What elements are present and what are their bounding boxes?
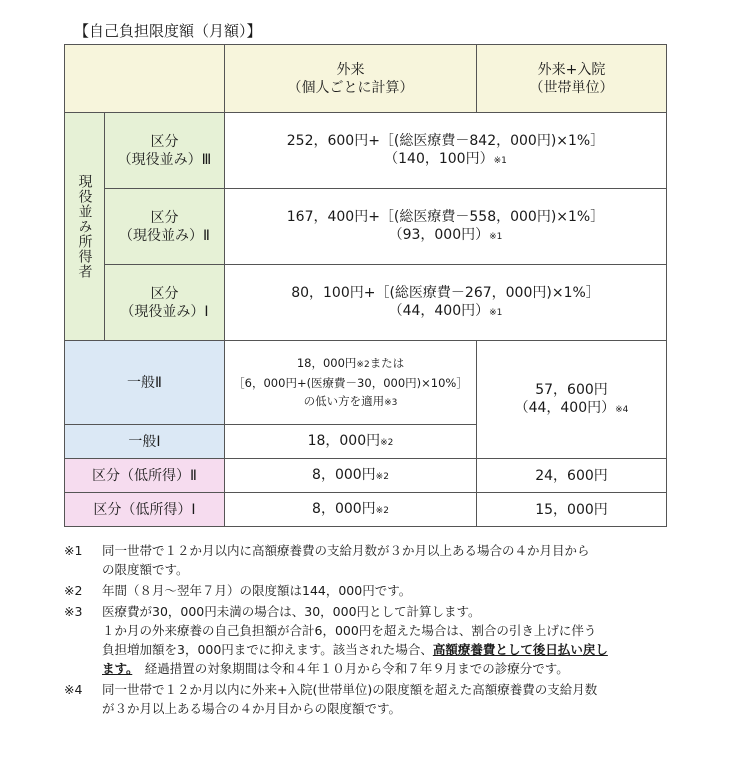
footnote-4: ※4 同一世帯で１２か月以内に外来+入院(世帯単位)の限度額を超えた高額療養費の支給月数 が３か月以上ある場合の４か月目からの限度額です。 bbox=[64, 682, 598, 716]
row-label-low-2: 区分（低所得）Ⅱ bbox=[65, 459, 225, 493]
group-label-cell bbox=[65, 113, 105, 341]
limit-table bbox=[64, 44, 667, 527]
note-ref: ※1 bbox=[493, 155, 507, 166]
header-household: 外来+入院 （世帯単位） bbox=[477, 45, 667, 113]
row-label-ippan-1: 一般Ⅰ bbox=[65, 425, 225, 459]
row-label-genyaku-3: 区分 （現役並み）Ⅲ bbox=[105, 113, 225, 189]
row-label-genyaku-1: 区分 （現役並み）Ⅰ bbox=[105, 265, 225, 341]
page-title: 【自己負担限度額（月額）】 bbox=[74, 22, 262, 40]
row-value-genyaku-2: 167，400円+［(総医療費－558，000円)×1%］ （93，000円）※1 bbox=[225, 189, 667, 265]
row-household-low-1: 15，000円 bbox=[477, 493, 667, 527]
row-label-low-1: 区分（低所得）Ⅰ bbox=[65, 493, 225, 527]
row-label-genyaku-2: 区分 （現役並み）Ⅱ bbox=[105, 189, 225, 265]
row-outpatient-low-1: 8，000円※2 bbox=[225, 493, 477, 527]
row-outpatient-low-2: 8，000円※2 bbox=[225, 459, 477, 493]
footnote-2: ※2 年間（８月～翌年７月）の限度額は144，000円です。 bbox=[64, 583, 412, 598]
row-outpatient-ippan-2: 18，000円※2または ［6，000円+(医療費－30，000円)×10%］ の低い方を適用※3 bbox=[225, 341, 477, 425]
header-empty-cell bbox=[65, 45, 225, 113]
row-household-ippan: 57，600円 （44，400円）※4 bbox=[477, 341, 667, 459]
row-value-genyaku-1: 80，100円+［(総医療費－267，000円)×1%］ （44，400円）※1 bbox=[225, 265, 667, 341]
footnotes bbox=[64, 541, 684, 720]
header-outpatient: 外来 （個人ごとに計算） bbox=[225, 45, 477, 113]
row-value-genyaku-3: 252，600円+［(総医療費－842，000円)×1%］ （140，100円）※1 bbox=[225, 113, 667, 189]
row-label-ippan-2: 一般Ⅱ bbox=[65, 341, 225, 425]
row-household-low-2: 24，600円 bbox=[477, 459, 667, 493]
note-ref: ※1 bbox=[489, 231, 503, 242]
footnote-3: ※3 医療費が30，000円未満の場合は、30，000円として計算します。 １か月の外来療養の自己負担額が合計6，000円を超えた場合は、割合の引き上げに伴う 負担増加額を3，000円までに抑えます。該当された場合、高額療養費として後日払い戻し ます。 経過措置の対象期間は令和４年１０月から令和７年９月までの診療分です。 bbox=[64, 604, 608, 676]
group-label: 現役並み所得者 bbox=[76, 174, 93, 279]
footnote-1: ※1 同一世帯で１２か月以内に高額療養費の支給月数が３か月以上ある場合の４か月目から の限度額です。 bbox=[64, 543, 590, 577]
row-outpatient-ippan-1: 18，000円※2 bbox=[225, 425, 477, 459]
note-ref: ※1 bbox=[489, 307, 503, 318]
